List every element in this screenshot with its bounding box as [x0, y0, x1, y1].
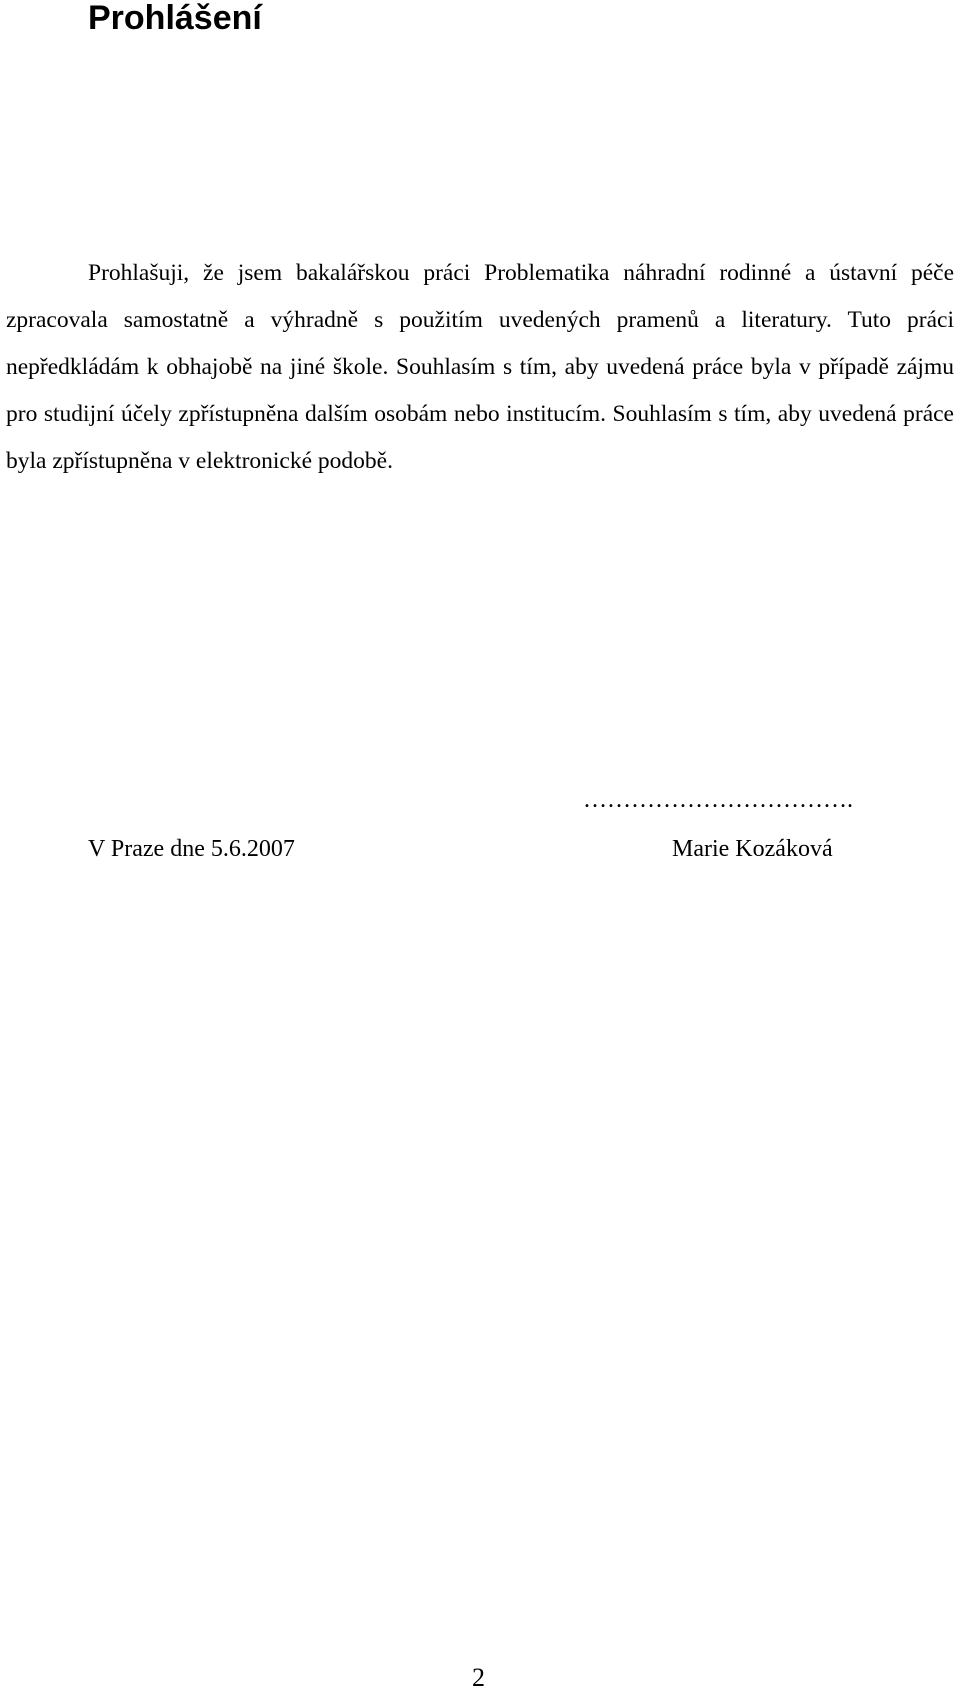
signature-name: Marie Kozáková [672, 836, 833, 862]
page-number: 2 [472, 1663, 485, 1692]
page-title: Prohlášení [88, 0, 262, 37]
signature-line: ……………………………. [583, 787, 853, 813]
place-and-date: V Praze dne 5.6.2007 [88, 836, 295, 862]
declaration-paragraph: Prohlašuji, že jsem bakalářskou práci Problematika náhradní rodinné a ústavní péče zpracovala samostatně a výhradně s použitím uvedených pramenů a literatury. Tuto práci nepředkládám k obhajobě na jiné škole. Souhlasím s tím, aby uvedená práce byla v případě zájmu pro studijní účely zpřístupněna dalším osobám nebo institucím. Souhlasím s tím, aby uvedená práce byla zpřístupněna v elektronické podobě. [6, 260, 954, 474]
